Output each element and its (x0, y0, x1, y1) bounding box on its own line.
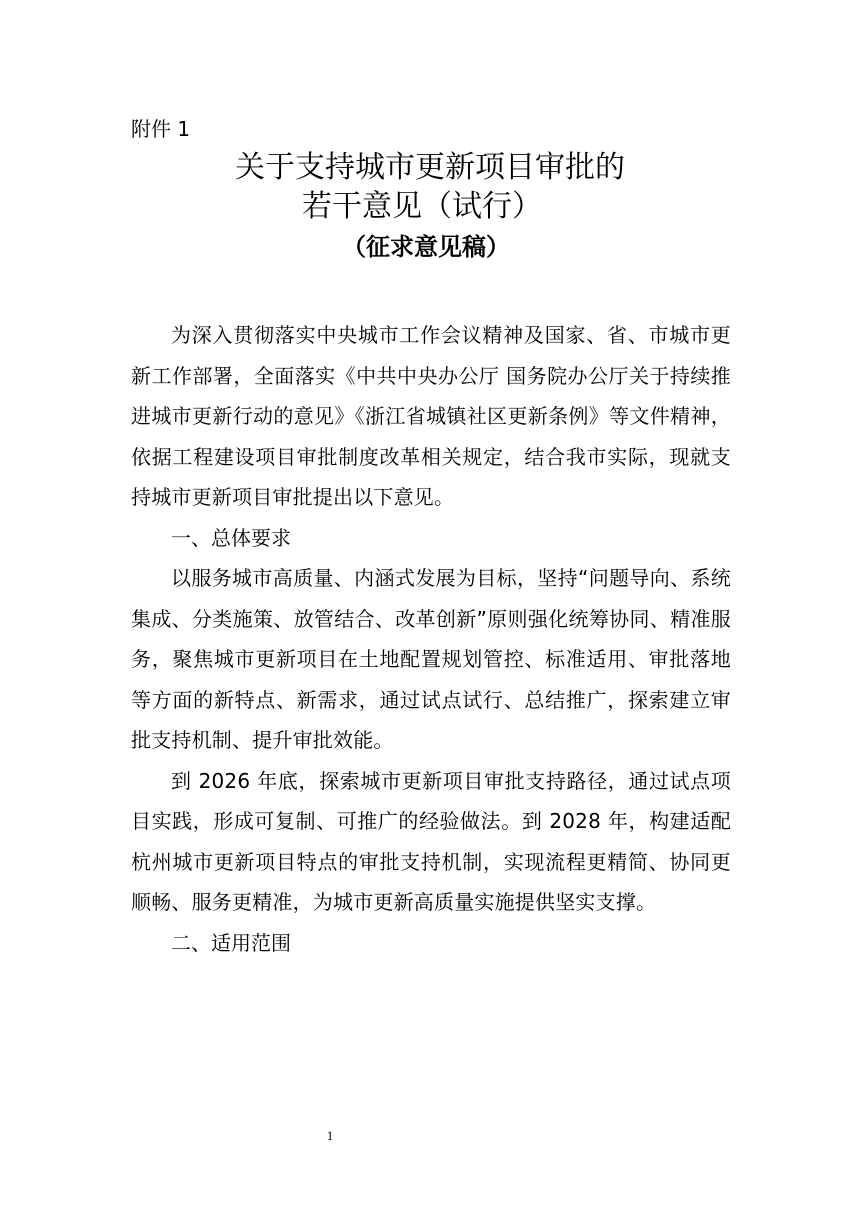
targets-paragraph: 到 2026 年底，探索城市更新项目审批支持路径，通过试点项目实践，形成可复制、可推广的经验做法。到 2028 年，构建适配杭州城市更新项目特点的审批支持机制，实现流程更精简、协同更顺畅、服务更精准，为城市更新高质量实施提供坚实支撑。 (131, 768, 731, 914)
general-requirements-paragraph: 以服务城市高质量、内涵式发展为目标，坚持“问题导向、系统集成、分类施策、放管结合、改革创新”原则强化统筹协同、精准服务，聚焦城市更新项目在土地配置规划管控、标准适用、审批落地等方面的新特点、新需求，通过试点试行、总结推广，探索建立审批支持机制、提升审批效能。 (131, 566, 731, 752)
document-title-line-2: 若干意见（试行） (302, 189, 542, 224)
page-number: 1 (326, 1128, 334, 1143)
document-subtitle: （征求意见稿） (342, 233, 510, 261)
document-body (131, 315, 731, 963)
section-heading-scope: 二、适用范围 (171, 930, 291, 955)
document-title-line-1: 关于支持城市更新项目审批的 (235, 150, 625, 185)
section-heading-general-requirements: 一、总体要求 (171, 525, 291, 550)
attachment-label: 附件 1 (131, 117, 191, 141)
intro-paragraph: 为深入贯彻落实中央城市工作会议精神及国家、省、市城市更新工作部署，全面落实《中共中央办公厅 国务院办公厅关于持续推进城市更新行动的意见》《浙江省城镇社区更新条例》等文件精神，依据工程建设项目审批制度改革相关规定，结合我市实际，现就支持城市更新项目审批提出以下意见。 (131, 323, 731, 509)
